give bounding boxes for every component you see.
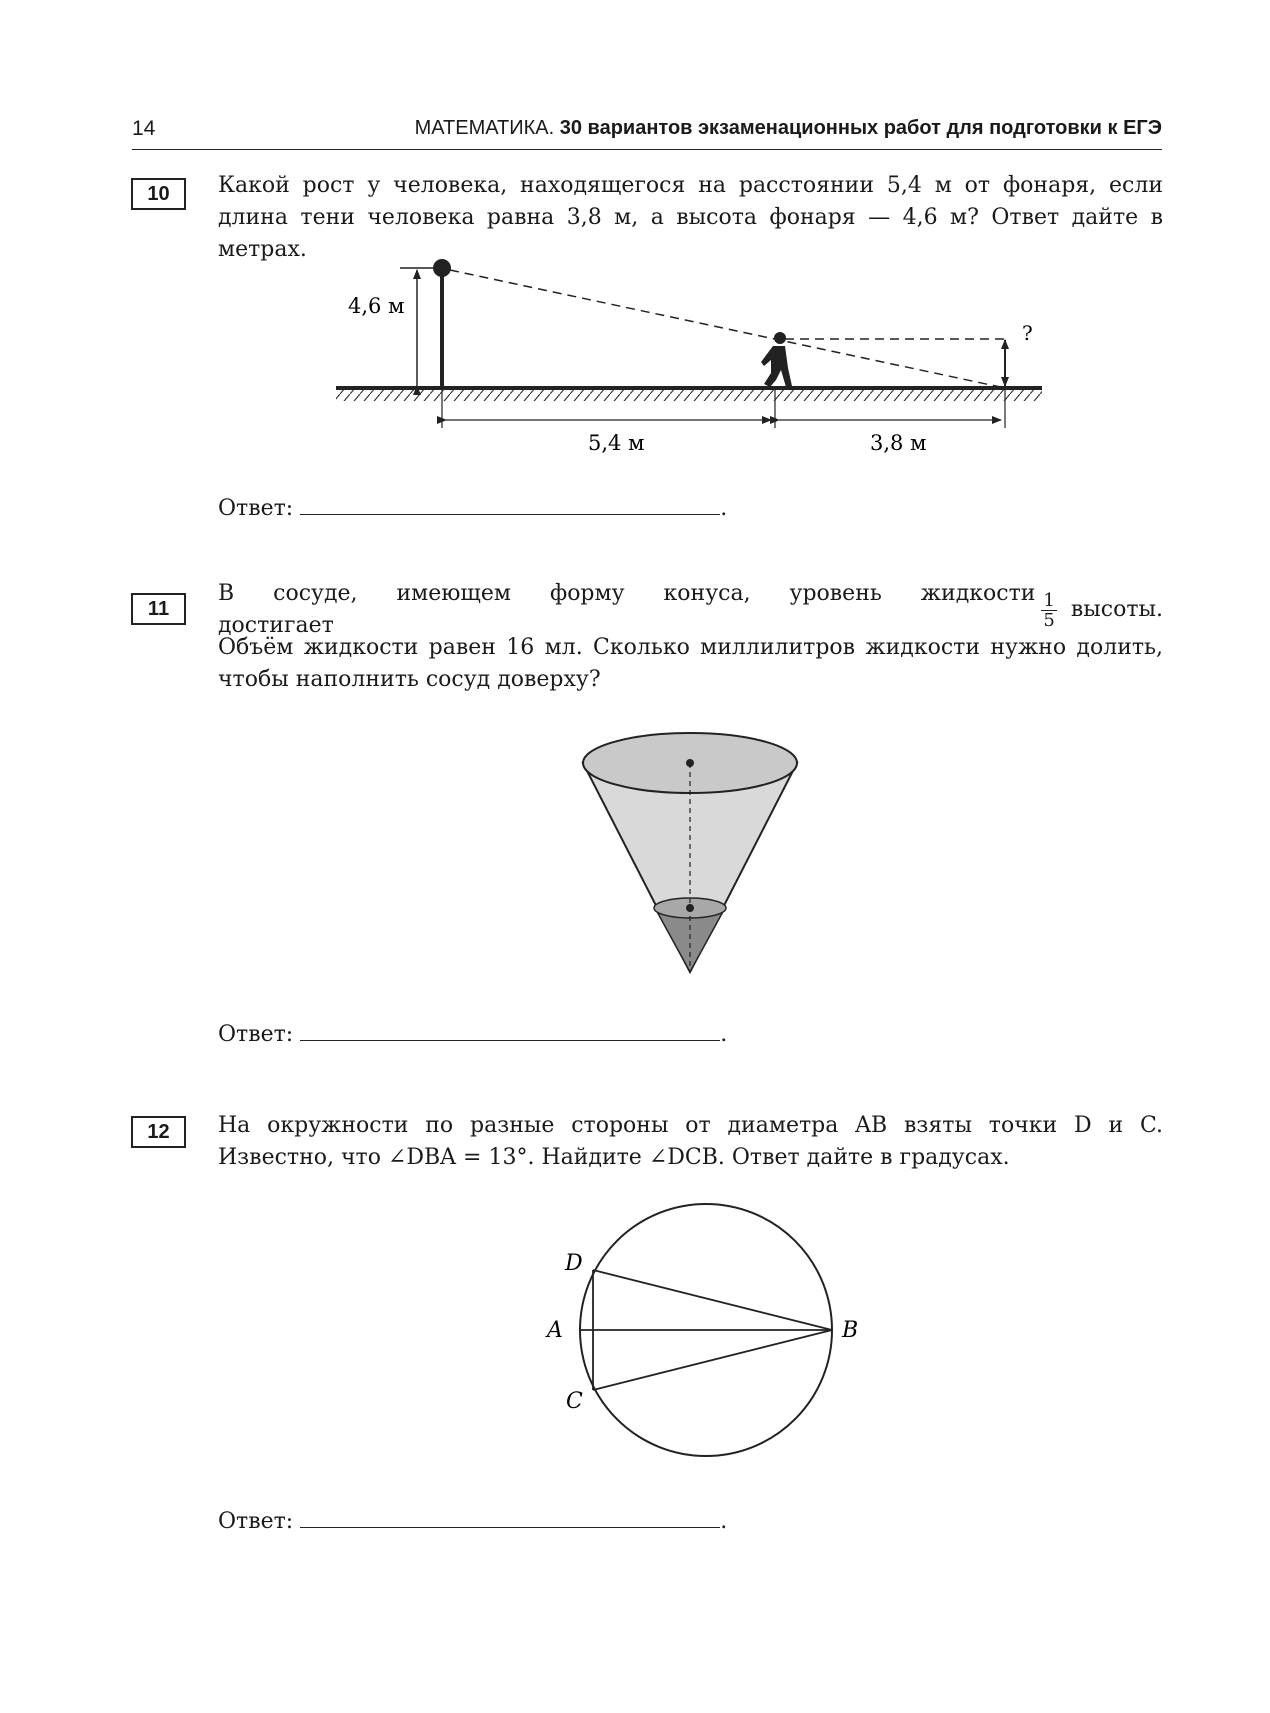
lamp-height-label: 4,6 м: [348, 294, 405, 318]
task-text: На окружности по разные стороны от диаметра AB взяты точки D и C. Известно, что ∠DBA = 13°. Найдите ∠DCB. Ответ дайте в градусах.: [218, 1113, 1163, 1170]
answer-line[interactable]: [300, 1022, 720, 1041]
light-ray: [450, 270, 1005, 388]
segment-cb: [593, 1330, 832, 1390]
point-d-label: D: [565, 1251, 583, 1276]
shadow-label: 3,8 м: [870, 431, 927, 455]
point-c-label: C: [566, 1389, 583, 1414]
answer-line[interactable]: [300, 496, 720, 515]
segment-db: [593, 1270, 832, 1330]
task-number-box: 12: [131, 1116, 186, 1148]
task-text: В сосуде, имеющем форму конуса, уровень жидкости достигает $\frac{1}{5}$ высоты. Объём жидкости равен 16 мл. Сколько миллилитров жидкости нужно долить, чтобы наполнить сосуд доверху?: [218, 581, 1163, 692]
cone-figure: [580, 730, 800, 980]
answer-field: Ответ: .: [218, 496, 728, 521]
page-header: [132, 117, 1162, 150]
task-number-box: 10: [131, 178, 186, 210]
lamp-shadow-figure: [330, 250, 1050, 455]
answer-field: Ответ: .: [218, 1022, 728, 1047]
circle-figure: [520, 1190, 870, 1480]
answer-field: Ответ: .: [218, 1509, 728, 1534]
point-b-label: B: [842, 1318, 859, 1343]
person-icon: [761, 332, 792, 387]
task-number-box: 11: [131, 593, 186, 625]
task-text: Какой рост у человека, находящегося на расстоянии 5,4 м от фонаря, если длина тени человека равна 3,8 м, а высота фонаря — 4,6 м? Ответ дайте в метрах.: [218, 173, 1163, 262]
book-title: МАТЕМАТИКА. 30 вариантов экзаменационных работ для подготовки к ЕГЭ: [414, 117, 1162, 139]
distance-label: 5,4 м: [588, 431, 645, 455]
answer-line[interactable]: [300, 1509, 720, 1528]
fraction: $\frac{1}{5}$: [1043, 589, 1055, 631]
lamp-icon: [433, 259, 451, 277]
point-a-label: A: [547, 1318, 563, 1343]
page-number: 14: [132, 117, 156, 140]
unknown-height-label: ?: [1022, 321, 1033, 345]
